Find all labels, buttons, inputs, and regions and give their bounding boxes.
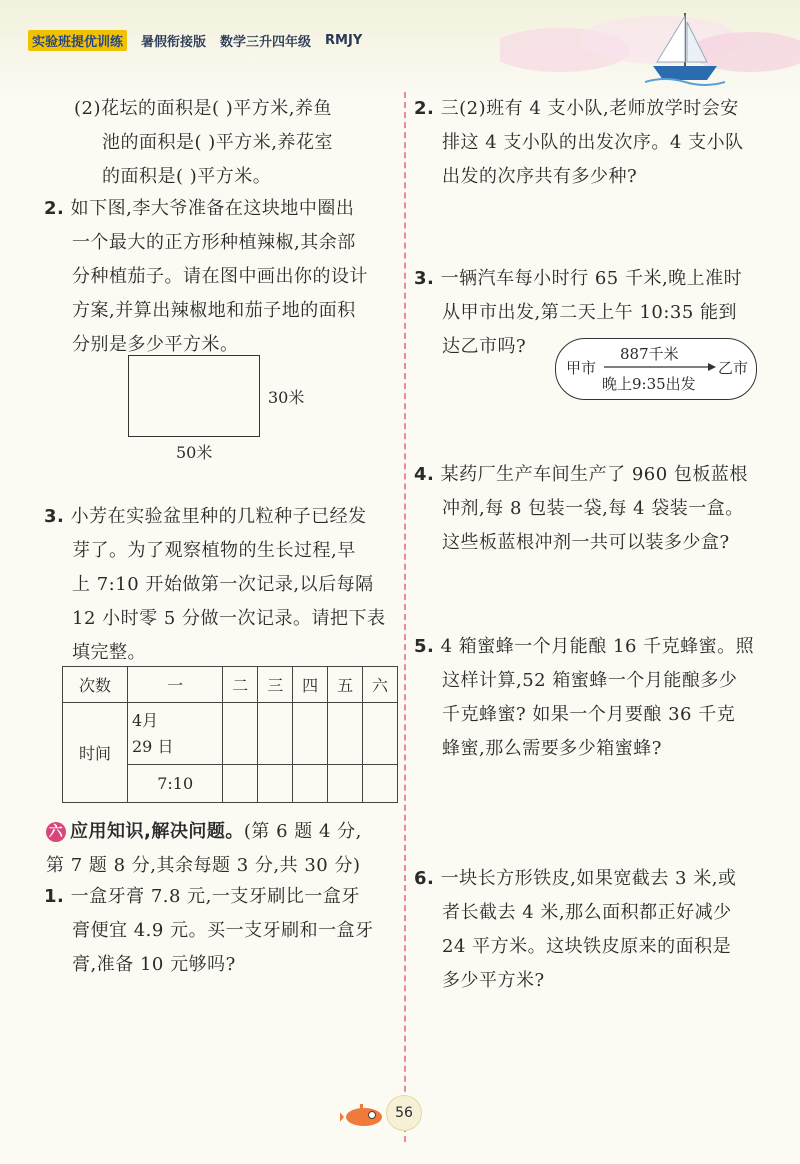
text-line: 这些板蓝根冲剂一共可以装多少盒? <box>442 532 730 553</box>
question-2 <box>44 192 400 362</box>
text-line: 出发的次序共有多少种? <box>442 166 638 187</box>
text-line: 排这 4 支小队的出发次序。4 支小队 <box>442 132 744 153</box>
departure-label: 晚上9:35出发 <box>602 375 696 393</box>
answer-cell[interactable] <box>293 703 328 765</box>
text-line: 4 箱蜜蜂一个月能酿 16 千克蜂蜜。照 <box>440 636 755 657</box>
series-badge: 实验班提优训练 <box>28 30 127 51</box>
section-note: (第 6 题 4 分, <box>243 821 362 842</box>
text-line: 芽了。为了观察植物的生长过程,早 <box>72 540 356 561</box>
text-line: 千克蜂蜜? 如果一个月要酿 36 千克 <box>442 704 736 725</box>
text-line: 三(2)班有 4 支小队,老师放学时会安 <box>440 98 739 119</box>
answer-cell[interactable] <box>328 765 363 803</box>
text-line: 多少平方米? <box>442 970 545 991</box>
date-day: 29 日 <box>132 736 174 756</box>
page-number: 56 <box>386 1095 422 1131</box>
row-label-cell: 时间 <box>63 703 128 803</box>
text-line: 一块长方形铁皮,如果宽截去 3 米,或 <box>440 868 737 889</box>
text-line: 的面积是( )平方米。 <box>102 166 272 187</box>
answer-cell[interactable] <box>363 703 398 765</box>
table-header-cell: 六 <box>363 667 398 703</box>
answer-cell[interactable] <box>258 765 293 803</box>
text-line: 蜂蜜,那么需要多少箱蜜蜂? <box>442 738 662 759</box>
table-header-row <box>63 667 398 703</box>
text-line: 膏,准备 10 元够吗? <box>72 954 236 975</box>
text-line: 上 7:10 开始做第一次记录,以后每隔 <box>72 574 374 595</box>
text-line: 填完整。 <box>72 642 146 663</box>
text-line: 这样计算,52 箱蜜蜂一个月能酿多少 <box>442 670 738 691</box>
section-note: 第 7 题 8 分,其余每题 3 分,共 30 分) <box>46 855 361 876</box>
date-cell <box>128 703 223 765</box>
field-width-label: 50米 <box>176 443 213 462</box>
section-badge-icon: 六 <box>46 822 66 842</box>
edition-label: 暑假衔接版 <box>141 34 207 50</box>
question-number: 6. <box>414 868 435 889</box>
problem-4 <box>414 458 794 560</box>
text-line: 者长截去 4 米,那么面积都正好减少 <box>442 902 732 923</box>
table-header-cell: 次数 <box>63 667 128 703</box>
distance-label: 887千米 <box>620 345 679 363</box>
question-number: 2. <box>414 98 435 119</box>
text-line: 如下图,李大爷准备在这块地中圈出 <box>70 198 355 219</box>
end-city-label: 乙市 <box>718 359 749 377</box>
question-number: 2. <box>44 198 65 219</box>
text-line: 膏便宜 4.9 元。买一支牙刷和一盒牙 <box>72 920 374 941</box>
page-header <box>28 30 362 50</box>
field-height-label: 30米 <box>268 388 305 407</box>
time-cell: 7:10 <box>128 765 223 803</box>
question-number: 1. <box>44 886 65 907</box>
table-header-cell: 一 <box>128 667 223 703</box>
table-header-cell: 四 <box>293 667 328 703</box>
route-arrow-icon <box>604 361 716 373</box>
question-number: 3. <box>414 268 435 289</box>
text-line: 小芳在实验盆里种的几粒种子已经发 <box>70 506 367 527</box>
sailboat-icon <box>645 8 725 88</box>
text-line: 达乙市吗? <box>442 336 527 357</box>
text-line: (2)花坛的面积是( )平方米,养鱼 <box>74 98 332 119</box>
answer-cell[interactable] <box>223 703 258 765</box>
section-6-heading <box>46 815 402 883</box>
question-number: 3. <box>44 506 65 527</box>
text-line: 一个最大的正方形种植辣椒,其余部 <box>72 232 356 253</box>
text-line: 分别是多少平方米。 <box>72 334 239 355</box>
text-line: 冲剂,每 8 包装一袋,每 4 袋装一盒。 <box>442 498 744 519</box>
table-header-cell: 三 <box>258 667 293 703</box>
text-line: 池的面积是( )平方米,养花室 <box>102 132 333 153</box>
text-line: 12 小时零 5 分做一次记录。请把下表 <box>72 608 386 629</box>
problem-6 <box>414 862 794 998</box>
code-label: RMJY <box>325 32 363 48</box>
answer-cell[interactable] <box>293 765 328 803</box>
subject-label: 数学三升四年级 <box>220 34 312 50</box>
text-line: 某药厂生产车间生产了 960 包板蓝根 <box>440 464 748 485</box>
section-title: 应用知识,解决问题。 <box>70 821 244 842</box>
text-line: 24 平方米。这块铁皮原来的面积是 <box>442 936 732 957</box>
question-3 <box>44 500 400 670</box>
text-line: 一盒牙膏 7.8 元,一支牙刷比一盒牙 <box>70 886 360 907</box>
question-1-part-2 <box>74 92 404 194</box>
answer-cell[interactable] <box>258 703 293 765</box>
text-line: 一辆汽车每小时行 65 千米,晚上准时 <box>440 268 743 289</box>
submarine-fish-icon <box>340 1100 390 1130</box>
field-rectangle <box>128 355 260 437</box>
text-line: 分种植茄子。请在图中画出你的设计 <box>72 266 368 287</box>
question-number: 4. <box>414 464 435 485</box>
problem-5 <box>414 630 794 766</box>
record-table <box>62 666 398 803</box>
answer-cell[interactable] <box>328 703 363 765</box>
problem-2 <box>414 92 794 194</box>
question-number: 5. <box>414 636 435 657</box>
column-divider <box>404 92 406 1142</box>
route-diagram <box>555 338 757 400</box>
answer-cell[interactable] <box>363 765 398 803</box>
answer-cell[interactable] <box>223 765 258 803</box>
start-city-label: 甲市 <box>566 359 597 377</box>
date-month: 4月 <box>132 710 159 730</box>
text-line: 从甲市出发,第二天上午 10:35 能到 <box>442 302 738 323</box>
table-header-cell: 五 <box>328 667 363 703</box>
table-header-cell: 二 <box>223 667 258 703</box>
text-line: 方案,并算出辣椒地和茄子地的面积 <box>72 300 356 321</box>
table-row <box>63 703 398 765</box>
problem-1 <box>44 880 400 982</box>
